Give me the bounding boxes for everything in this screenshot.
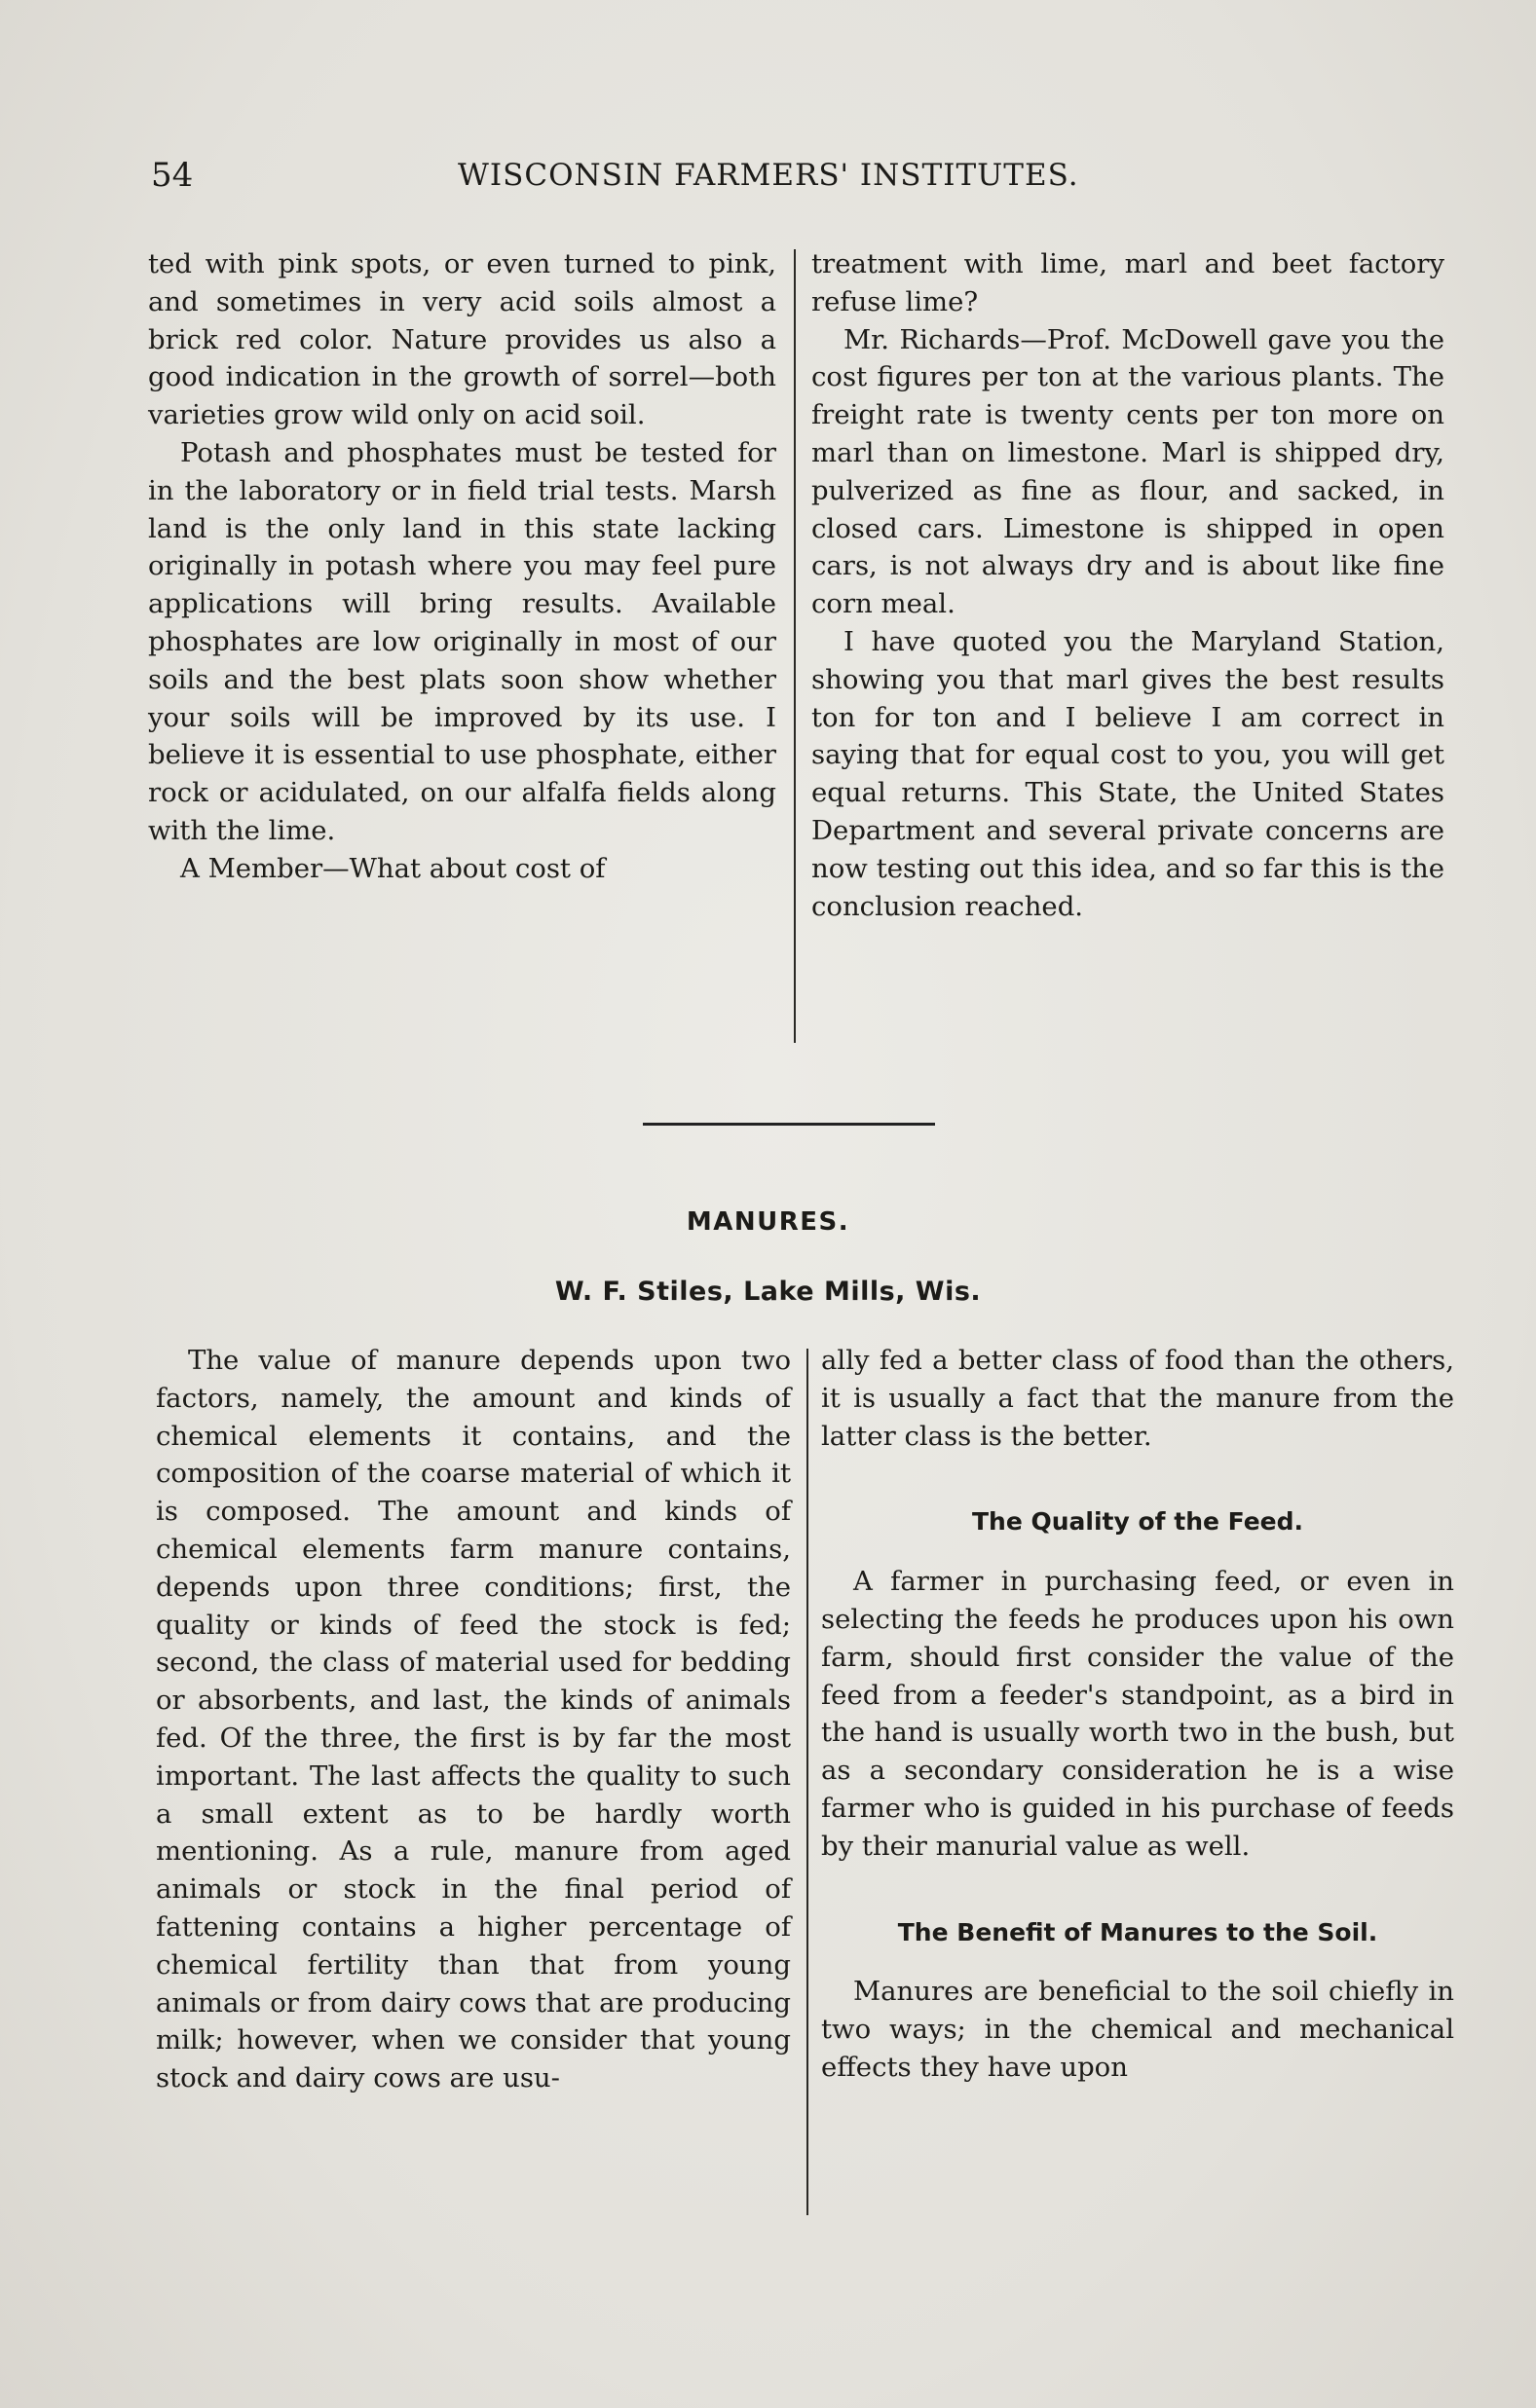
paragraph: treatment with lime, marl and beet factory refuse lime?	[811, 248, 1444, 317]
paragraph: A Member—What about cost of	[180, 852, 606, 884]
paragraph: A farmer in purchasing feed, or even in selecting the feeds he produces upon his own farm, should first consider the value of the feed from a feeder's standpoint, as a bird in the hand is usually worth two in the bush, but as a secondary consideration he is a wise farmer who is guided in his purchase of feeds by their manurial value as well.	[821, 1566, 1454, 1862]
subheading: The Benefit of Manures to the Soil.	[897, 1917, 1378, 1946]
paragraph: Mr. Richards—Prof. McDowell gave you the cost figures per ton at the various plants. The freight rate is twenty cents per ton more on marl than on limestone. Marl is shipped dry, pulverized as fine as flour, and sacked, in closed cars. Limestone is shipped in open cars, is not always dry and is about like fine corn meal.	[811, 323, 1444, 620]
paragraph: ally fed a better class of food than the others, it is usually a fact that the manure from the latter class is the better.	[821, 1345, 1454, 1452]
page-number: 54	[151, 156, 194, 195]
paragraph: Potash and phosphates must be tested for in the laboratory or in field trial tests. Marsh land is the only land in this state lacking originally in potash where you may feel pure applications will bring results. Available phosphates are low originally in most of our soils and the best plats soon show whether your soils will be improved by its use. I believe it is essential to use phosphate, either rock or acidulated, on our alfalfa fields along with the lime.	[148, 436, 776, 846]
paragraph: I have quoted you the Maryland Station, showing you that marl gives the best results ton for ton and I believe I am correct in saying that for equal cost to you, you will get equal returns. This State, the United States Department and several private concerns are now testing out this idea, and so far this is the conclusion reached.	[811, 625, 1444, 922]
running-title: WISCONSIN FARMERS' INSTITUTES.	[458, 158, 1079, 193]
section-title: MANURES.	[686, 1207, 850, 1237]
top-right-column	[811, 245, 1444, 925]
paragraph: ted with pink spots, or even turned to pink, and sometimes in very acid soils almost a brick red color. Nature provides us also a good indication in the growth of sorrel—both varieties grow wild only on acid soil.	[148, 248, 776, 431]
section-divider	[643, 1123, 935, 1126]
paragraph: The value of manure depends upon two factors, namely, the amount and kinds of chemical elements it contains, and the composition of the coarse material of which it is composed. The amount and kinds of chemical elements farm manure contains, depends upon three conditions; first, the quality or kinds of feed the stock is fed; second, the class of material used for bedding or absorbents, and last, the kinds of animals fed. Of the three, the first is by far the most important. The last affects the quality to such a small extent as to be hardly worth mentioning. As a rule, manure from aged animals or stock in the final period of fattening contains a higher percentage of chemical fertility than that from young animals or from dairy cows that are producing milk; however, when we consider that young stock and dairy cows are usu-	[156, 1345, 791, 2094]
author-line: W. F. Stiles, Lake Mills, Wis.	[554, 1277, 982, 1307]
page-header	[151, 156, 1183, 204]
column-rule	[794, 249, 796, 1043]
column-rule	[806, 1349, 808, 2215]
bottom-right-column	[821, 1342, 1454, 2087]
bottom-left-column	[156, 1342, 791, 2097]
subheading: The Quality of the Feed.	[971, 1507, 1304, 1537]
top-left-column	[148, 245, 776, 888]
paragraph: Manures are beneficial to the soil chiefly in two ways; in the chemical and mechanical effects they have upon	[821, 1976, 1454, 2083]
